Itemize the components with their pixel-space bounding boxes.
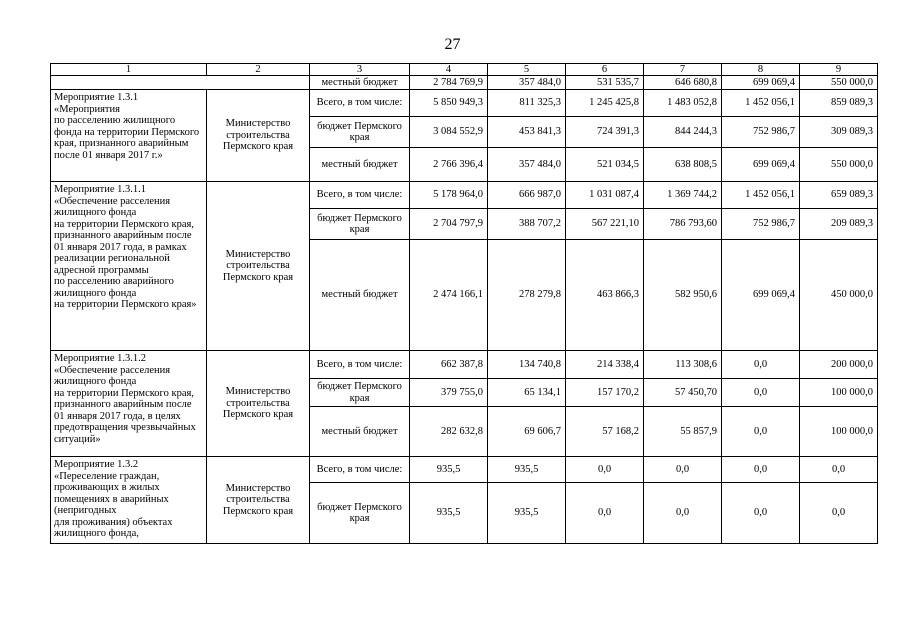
amount-cell: 209 089,3 xyxy=(800,209,878,240)
amount-cell: 278 279,8 xyxy=(488,240,566,351)
amount-cell: 388 707,2 xyxy=(488,209,566,240)
measure-cell: Мероприятие 1.3.2 «Переселение граждан, проживающих в жилых помещениях в аварийных (непригодных для проживания) объектах жилищного фонда, xyxy=(51,457,207,544)
amount-cell: 1 369 744,2 xyxy=(644,182,722,209)
amount-cell: 662 387,8 xyxy=(410,351,488,379)
executor-cell: Министерство строительства Пермского края xyxy=(207,351,310,457)
amount-cell: 0,0 xyxy=(722,483,800,544)
amount-cell: 786 793,60 xyxy=(644,209,722,240)
column-header: 6 xyxy=(566,64,644,76)
amount-cell: 1 452 056,1 xyxy=(722,90,800,117)
funding-source-cell: бюджет Пермского края xyxy=(310,209,410,240)
amount-cell: 567 221,10 xyxy=(566,209,644,240)
amount-cell: 450 000,0 xyxy=(800,240,878,351)
amount-cell: 659 089,3 xyxy=(800,182,878,209)
amount-cell: 69 606,7 xyxy=(488,407,566,457)
amount-cell: 521 034,5 xyxy=(566,148,644,182)
amount-cell: 463 866,3 xyxy=(566,240,644,351)
header-row xyxy=(51,64,878,76)
table-row xyxy=(51,90,878,117)
funding-source-cell: местный бюджет xyxy=(310,76,410,90)
amount-cell: 309 089,3 xyxy=(800,117,878,148)
amount-cell: 214 338,4 xyxy=(566,351,644,379)
amount-cell: 752 986,7 xyxy=(722,209,800,240)
amount-cell: 57 168,2 xyxy=(566,407,644,457)
amount-cell: 0,0 xyxy=(800,483,878,544)
amount-cell: 0,0 xyxy=(722,407,800,457)
amount-cell: 3 084 552,9 xyxy=(410,117,488,148)
amount-cell: 357 484,0 xyxy=(488,76,566,90)
column-header: 5 xyxy=(488,64,566,76)
amount-cell: 5 850 949,3 xyxy=(410,90,488,117)
column-header: 1 xyxy=(51,64,207,76)
amount-cell: 2 474 166,1 xyxy=(410,240,488,351)
budget-table xyxy=(50,63,878,544)
amount-cell: 646 680,8 xyxy=(644,76,722,90)
column-header: 3 xyxy=(310,64,410,76)
funding-source-cell: Всего, в том числе: xyxy=(310,182,410,209)
amount-cell: 935,5 xyxy=(410,483,488,544)
amount-cell: 638 808,5 xyxy=(644,148,722,182)
amount-cell: 935,5 xyxy=(488,483,566,544)
measure-cell: Мероприятие 1.3.1.1 «Обеспечение расселения жилищного фонда на территории Пермского края, признанного аварийным после 01 января 2017 года, в рамках реализации региональной адресной программы по расселению аварийного жилищного фонда на территории Пермского края» xyxy=(51,182,207,351)
amount-cell: 935,5 xyxy=(488,457,566,483)
measure-cell: Мероприятие 1.3.1.2 «Обеспечение расселения жилищного фонда на территории Пермского края, признанного аварийным после 01 января 2017 года, в целях предотвращения чрезвычайных ситуаций» xyxy=(51,351,207,457)
amount-cell: 2 704 797,9 xyxy=(410,209,488,240)
measure-cell: Мероприятие 1.3.1 «Мероприятия по расселению жилищного фонда на территории Пермского края, признанного аварийным после 01 января 2017 г.» xyxy=(51,90,207,182)
amount-cell: 0,0 xyxy=(566,483,644,544)
table-row xyxy=(51,351,878,379)
table-row xyxy=(51,457,878,483)
amount-cell: 57 450,70 xyxy=(644,379,722,407)
column-header: 4 xyxy=(410,64,488,76)
funding-source-cell: местный бюджет xyxy=(310,240,410,351)
amount-cell: 1 483 052,8 xyxy=(644,90,722,117)
amount-cell: 0,0 xyxy=(722,351,800,379)
page-number: 27 xyxy=(444,36,461,53)
amount-cell: 811 325,3 xyxy=(488,90,566,117)
table-body xyxy=(51,64,878,544)
amount-cell: 2 766 396,4 xyxy=(410,148,488,182)
amount-cell: 379 755,0 xyxy=(410,379,488,407)
column-header: 9 xyxy=(800,64,878,76)
funding-source-cell: бюджет Пермского края xyxy=(310,483,410,544)
amount-cell: 724 391,3 xyxy=(566,117,644,148)
amount-cell: 666 987,0 xyxy=(488,182,566,209)
amount-cell: 1 031 087,4 xyxy=(566,182,644,209)
amount-cell: 0,0 xyxy=(644,457,722,483)
funding-source-cell: местный бюджет xyxy=(310,148,410,182)
amount-cell: 0,0 xyxy=(722,457,800,483)
amount-cell: 0,0 xyxy=(722,379,800,407)
executor-cell: Министерство строительства Пермского края xyxy=(207,90,310,182)
amount-cell: 200 000,0 xyxy=(800,351,878,379)
amount-cell: 550 000,0 xyxy=(800,76,878,90)
amount-cell: 1 452 056,1 xyxy=(722,182,800,209)
amount-cell: 5 178 964,0 xyxy=(410,182,488,209)
amount-cell: 282 632,8 xyxy=(410,407,488,457)
amount-cell: 582 950,6 xyxy=(644,240,722,351)
column-header: 8 xyxy=(722,64,800,76)
amount-cell: 1 245 425,8 xyxy=(566,90,644,117)
amount-cell: 65 134,1 xyxy=(488,379,566,407)
amount-cell: 0,0 xyxy=(800,457,878,483)
amount-cell: 453 841,3 xyxy=(488,117,566,148)
amount-cell: 357 484,0 xyxy=(488,148,566,182)
executor-cell: Министерство строительства Пермского края xyxy=(207,457,310,544)
amount-cell: 100 000,0 xyxy=(800,379,878,407)
column-header: 7 xyxy=(644,64,722,76)
funding-source-cell: местный бюджет xyxy=(310,407,410,457)
funding-source-cell: бюджет Пермского края xyxy=(310,117,410,148)
amount-cell: 100 000,0 xyxy=(800,407,878,457)
executor-cell: Министерство строительства Пермского края xyxy=(207,182,310,351)
amount-cell: 2 784 769,9 xyxy=(410,76,488,90)
amount-cell: 699 069,4 xyxy=(722,148,800,182)
table-row xyxy=(51,76,878,90)
empty-cell xyxy=(51,76,310,90)
table-row xyxy=(51,182,878,209)
amount-cell: 0,0 xyxy=(566,457,644,483)
amount-cell: 113 308,6 xyxy=(644,351,722,379)
funding-source-cell: Всего, в том числе: xyxy=(310,90,410,117)
amount-cell: 859 089,3 xyxy=(800,90,878,117)
amount-cell: 699 069,4 xyxy=(722,76,800,90)
column-header: 2 xyxy=(207,64,310,76)
funding-source-cell: Всего, в том числе: xyxy=(310,351,410,379)
amount-cell: 0,0 xyxy=(644,483,722,544)
amount-cell: 699 069,4 xyxy=(722,240,800,351)
amount-cell: 531 535,7 xyxy=(566,76,644,90)
funding-source-cell: бюджет Пермского края xyxy=(310,379,410,407)
amount-cell: 157 170,2 xyxy=(566,379,644,407)
amount-cell: 752 986,7 xyxy=(722,117,800,148)
amount-cell: 550 000,0 xyxy=(800,148,878,182)
amount-cell: 55 857,9 xyxy=(644,407,722,457)
amount-cell: 844 244,3 xyxy=(644,117,722,148)
amount-cell: 935,5 xyxy=(410,457,488,483)
funding-source-cell: Всего, в том числе: xyxy=(310,457,410,483)
amount-cell: 134 740,8 xyxy=(488,351,566,379)
